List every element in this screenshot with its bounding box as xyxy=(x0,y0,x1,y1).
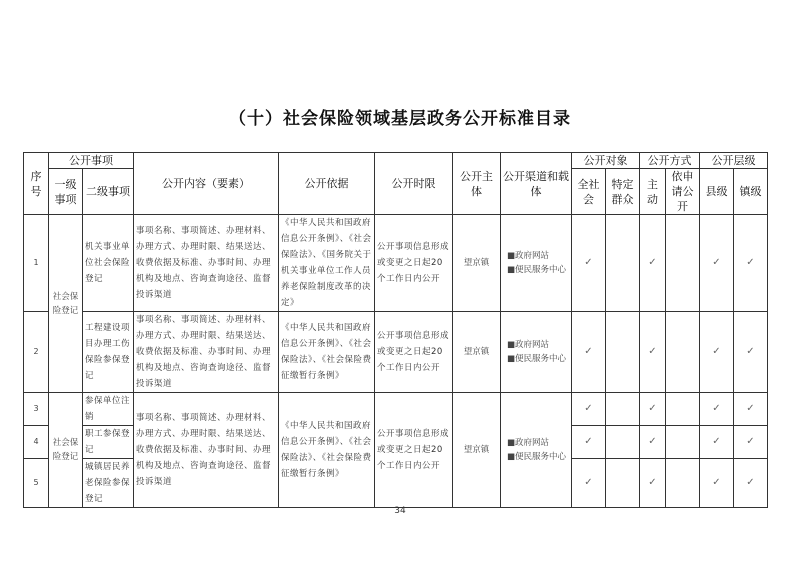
check-icon: ✓ xyxy=(734,459,768,508)
channel-website: ■政府网站 xyxy=(507,251,550,261)
header-target: 公开对象 xyxy=(572,153,640,169)
seq-cell: 3 xyxy=(24,393,49,426)
check-icon: ✓ xyxy=(734,215,768,312)
channel-cell xyxy=(501,215,572,312)
empty-cell xyxy=(666,312,700,393)
basis-cell: 《中华人民共和国政府信息公开条例》、《社会保险法》、《社会保险费征缴暂行条例》 xyxy=(279,312,375,393)
header-mode: 公开方式 xyxy=(640,153,700,169)
basis-cell: 《中华人民共和国政府信息公开条例》、《社会保险法》、《国务院关于机关事业单位工作人员养老保险制度改革的决定》 xyxy=(279,215,375,312)
table-row xyxy=(24,215,768,312)
time-cell: 公开事项信息形成或变更之日起20个工作日内公开 xyxy=(375,393,453,508)
level2-cell: 城镇居民养老保险参保登记 xyxy=(83,459,134,508)
check-icon: ✓ xyxy=(572,426,606,459)
empty-cell xyxy=(666,215,700,312)
level1-cell: 社会保险登记 xyxy=(49,393,83,508)
level1-cell: 社会保险登记 xyxy=(49,215,83,393)
header-channel: 公开渠道和载体 xyxy=(501,153,572,215)
empty-cell xyxy=(666,426,700,459)
header-level2: 二级事项 xyxy=(83,169,134,215)
header-mode-active: 主动 xyxy=(640,169,666,215)
level2-cell: 机关事业单位社会保险登记 xyxy=(83,215,134,312)
standard-catalog-table xyxy=(23,152,768,508)
check-icon: ✓ xyxy=(700,312,734,393)
time-cell: 公开事项信息形成或变更之日起20个工作日内公开 xyxy=(375,215,453,312)
content-cell: 事项名称、事项简述、办理材料、办理方式、办理时限、结果送达、收费依据及标准、办事时间、办理机构及地点、咨询查询途径、监督投诉渠道 xyxy=(134,393,279,508)
header-level-town: 镇级 xyxy=(734,169,768,215)
level2-cell: 职工参保登记 xyxy=(83,426,134,459)
check-icon: ✓ xyxy=(700,426,734,459)
content-cell: 事项名称、事项简述、办理材料、办理方式、办理时限、结果送达、收费依据及标准、办事时间、办理机构及地点、咨询查询途径、监督投诉渠道 xyxy=(134,312,279,393)
time-cell: 公开事项信息形成或变更之日起20个工作日内公开 xyxy=(375,312,453,393)
check-icon: ✓ xyxy=(734,426,768,459)
channel-service-center: ■便民服务中心 xyxy=(507,354,567,364)
subject-cell: 望京镇 xyxy=(453,393,501,508)
check-icon: ✓ xyxy=(640,459,666,508)
level2-cell: 工程建设项目办理工伤保险参保登记 xyxy=(83,312,134,393)
seq-cell: 1 xyxy=(24,215,49,312)
channel-website: ■政府网站 xyxy=(507,340,550,350)
header-level: 公开层级 xyxy=(700,153,768,169)
check-icon: ✓ xyxy=(640,312,666,393)
header-items: 公开事项 xyxy=(49,153,134,169)
seq-cell: 2 xyxy=(24,312,49,393)
check-icon: ✓ xyxy=(734,393,768,426)
header-basis: 公开依据 xyxy=(279,153,375,215)
check-icon: ✓ xyxy=(572,215,606,312)
empty-cell xyxy=(606,459,640,508)
subject-cell: 望京镇 xyxy=(453,215,501,312)
header-seq: 序号 xyxy=(24,153,49,215)
check-icon: ✓ xyxy=(700,459,734,508)
level2-cell: 参保单位注销 xyxy=(83,393,134,426)
check-icon: ✓ xyxy=(734,312,768,393)
table-row xyxy=(24,312,768,393)
check-icon: ✓ xyxy=(572,393,606,426)
check-icon: ✓ xyxy=(640,215,666,312)
empty-cell xyxy=(606,393,640,426)
seq-cell: 4 xyxy=(24,426,49,459)
empty-cell xyxy=(606,215,640,312)
header-level-county: 县级 xyxy=(700,169,734,215)
seq-cell: 5 xyxy=(24,459,49,508)
page-title: （十）社会保险领域基层政务公开标准目录 xyxy=(229,109,571,129)
header-level1: 一级事项 xyxy=(49,169,83,215)
table-row xyxy=(24,393,768,426)
channel-service-center: ■便民服务中心 xyxy=(507,265,567,275)
check-icon: ✓ xyxy=(700,393,734,426)
channel-cell xyxy=(501,393,572,508)
empty-cell xyxy=(606,426,640,459)
check-icon: ✓ xyxy=(572,312,606,393)
header-subject: 公开主体 xyxy=(453,153,501,215)
page-number: 34 xyxy=(394,506,406,516)
channel-service-center: ■便民服务中心 xyxy=(507,452,567,462)
basis-cell: 《中华人民共和国政府信息公开条例》、《社会保险法》、《社会保险费征缴暂行条例》 xyxy=(279,393,375,508)
empty-cell xyxy=(606,312,640,393)
header-target-specific: 特定群众 xyxy=(606,169,640,215)
header-target-all: 全社会 xyxy=(572,169,606,215)
check-icon: ✓ xyxy=(700,215,734,312)
channel-cell xyxy=(501,312,572,393)
channel-website: ■政府网站 xyxy=(507,438,550,448)
header-mode-request: 依申请公开 xyxy=(666,169,700,215)
check-icon: ✓ xyxy=(572,459,606,508)
header-content: 公开内容（要素） xyxy=(134,153,279,215)
subject-cell: 望京镇 xyxy=(453,312,501,393)
empty-cell xyxy=(666,459,700,508)
check-icon: ✓ xyxy=(640,426,666,459)
empty-cell xyxy=(666,393,700,426)
content-cell: 事项名称、事项简述、办理材料、办理方式、办理时限、结果送达、收费依据及标准、办事时间、办理机构及地点、咨询查询途径、监督投诉渠道 xyxy=(134,215,279,312)
header-time: 公开时限 xyxy=(375,153,453,215)
check-icon: ✓ xyxy=(640,393,666,426)
